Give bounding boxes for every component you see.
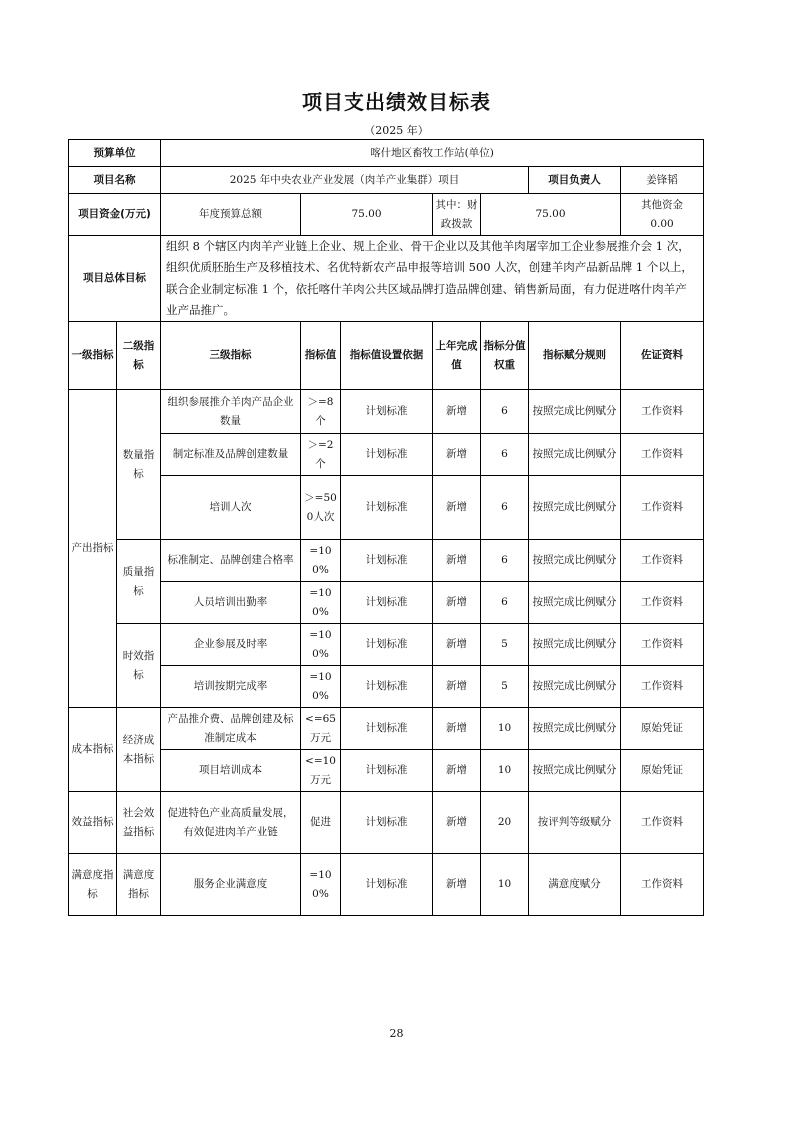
indicator-basis: 计划标准 [341, 792, 433, 854]
indicator-last-year: 新增 [433, 434, 481, 476]
indicator-weight: 6 [481, 582, 529, 624]
indicator-name: 标准制定、品牌创建合格率 [161, 540, 301, 582]
indicator-basis: 计划标准 [341, 582, 433, 624]
indicator-evidence: 原始凭证 [621, 708, 704, 750]
fiscal-value: 75.00 [481, 194, 621, 236]
subgroup-quality: 质量指标 [117, 540, 161, 624]
indicator-evidence: 工作资料 [621, 476, 704, 540]
indicator-last-year: 新增 [433, 708, 481, 750]
page-title: 项目支出绩效目标表 [302, 90, 491, 114]
table-row [69, 708, 704, 750]
indicator-evidence: 工作资料 [621, 624, 704, 666]
group-benefit: 效益指标 [69, 792, 117, 854]
indicator-name: 项目培训成本 [161, 750, 301, 792]
indicator-rule: 满意度赋分 [529, 854, 621, 916]
fiscal-label: 其中：财政拨款 [433, 194, 481, 236]
page-number: 28 [389, 1027, 404, 1040]
indicator-value: <=10万元 [301, 750, 341, 792]
table-row [69, 750, 704, 792]
indicator-rule: 按照完成比例赋分 [529, 582, 621, 624]
group-satisfaction: 满意度指标 [69, 854, 117, 916]
indicator-rule: 按照完成比例赋分 [529, 540, 621, 582]
indicator-name: 服务企业满意度 [161, 854, 301, 916]
table-row [69, 624, 704, 666]
subgroup-economic-cost: 经济成本指标 [117, 708, 161, 792]
indicator-evidence: 工作资料 [621, 582, 704, 624]
indicator-weight: 6 [481, 476, 529, 540]
header-level1: 一级指标 [69, 322, 117, 390]
indicator-name: 促进特色产业高质量发展，有效促进肉羊产业链 [161, 792, 301, 854]
header-rule: 指标赋分规则 [529, 322, 621, 390]
subgroup-social-benefit: 社会效益指标 [117, 792, 161, 854]
goal-row [69, 236, 704, 322]
indicator-evidence: 工作资料 [621, 792, 704, 854]
indicator-evidence: 工作资料 [621, 540, 704, 582]
table-row [69, 582, 704, 624]
indicator-evidence: 工作资料 [621, 666, 704, 708]
indicator-last-year: 新增 [433, 390, 481, 434]
indicator-weight: 10 [481, 750, 529, 792]
table-row [69, 540, 704, 582]
performance-table [68, 139, 704, 916]
indicator-basis: 计划标准 [341, 390, 433, 434]
year-label: （2025 年） [364, 124, 429, 137]
indicator-last-year: 新增 [433, 624, 481, 666]
project-name-row [69, 167, 704, 194]
indicator-basis: 计划标准 [341, 476, 433, 540]
manager-label: 项目负责人 [529, 167, 621, 194]
header-level3: 三级指标 [161, 322, 301, 390]
indicator-weight: 6 [481, 540, 529, 582]
other-fund-value [621, 194, 704, 236]
indicator-last-year: 新增 [433, 540, 481, 582]
indicator-basis: 计划标准 [341, 750, 433, 792]
header-row [69, 322, 704, 390]
table-row [69, 434, 704, 476]
header-last-year: 上年完成值 [433, 322, 481, 390]
table-row [69, 390, 704, 434]
indicator-weight: 10 [481, 708, 529, 750]
annual-budget-value: 75.00 [301, 194, 433, 236]
indicator-rule: 按照完成比例赋分 [529, 624, 621, 666]
other-fund-label: 其他资金 [641, 199, 684, 212]
subgroup-quantity: 数量指标 [117, 390, 161, 540]
indicator-rule: 按照完成比例赋分 [529, 390, 621, 434]
indicator-weight: 10 [481, 854, 529, 916]
indicator-value: <=65万元 [301, 708, 341, 750]
indicator-last-year: 新增 [433, 854, 481, 916]
header-level2: 二级指标 [117, 322, 161, 390]
indicator-name: 培训按期完成率 [161, 666, 301, 708]
indicator-evidence: 工作资料 [621, 390, 704, 434]
indicator-basis: 计划标准 [341, 708, 433, 750]
project-name-label: 项目名称 [69, 167, 161, 194]
unit-label: 预算单位 [69, 140, 161, 167]
indicator-rule: 按照完成比例赋分 [529, 750, 621, 792]
table-row [69, 792, 704, 854]
indicator-weight: 20 [481, 792, 529, 854]
indicator-last-year: 新增 [433, 476, 481, 540]
indicator-name: 产品推介费、品牌创建及标准制定成本 [161, 708, 301, 750]
indicator-evidence: 工作资料 [621, 434, 704, 476]
fund-row [69, 194, 704, 236]
unit-value: 喀什地区畜牧工作站(单位) [161, 140, 704, 167]
indicator-last-year: 新增 [433, 582, 481, 624]
indicator-basis: 计划标准 [341, 624, 433, 666]
unit-row [69, 140, 704, 167]
project-name-value: 2025 年中央农业产业发展（肉羊产业集群）项目 [161, 167, 529, 194]
group-output: 产出指标 [69, 390, 117, 708]
indicator-value: =100% [301, 540, 341, 582]
indicator-value: ＞=8个 [301, 390, 341, 434]
indicator-name: 组织参展推介羊肉产品企业数量 [161, 390, 301, 434]
table-row [69, 476, 704, 540]
header-value: 指标值 [301, 322, 341, 390]
indicator-basis: 计划标准 [341, 540, 433, 582]
indicator-evidence: 工作资料 [621, 854, 704, 916]
indicator-name: 培训人次 [161, 476, 301, 540]
annual-budget-label: 年度预算总额 [161, 194, 301, 236]
indicator-value: =100% [301, 624, 341, 666]
header-weight: 指标分值权重 [481, 322, 529, 390]
indicator-value: ＞=500人次 [301, 476, 341, 540]
indicator-basis: 计划标准 [341, 854, 433, 916]
indicator-weight: 6 [481, 390, 529, 434]
indicator-weight: 6 [481, 434, 529, 476]
table-row [69, 666, 704, 708]
indicator-value: =100% [301, 854, 341, 916]
fund-label: 项目资金(万元) [69, 194, 161, 236]
other-fund-amount: 0.00 [650, 217, 674, 230]
indicator-value: 促进 [301, 792, 341, 854]
indicator-weight: 5 [481, 624, 529, 666]
indicator-last-year: 新增 [433, 792, 481, 854]
goal-label: 项目总体目标 [69, 236, 161, 322]
indicator-rule: 按评判等级赋分 [529, 792, 621, 854]
indicator-basis: 计划标准 [341, 666, 433, 708]
indicator-weight: 5 [481, 666, 529, 708]
table-row [69, 854, 704, 916]
subgroup-satisfaction: 满意度指标 [117, 854, 161, 916]
goal-text: 组织 8 个辖区内肉羊产业链上企业、规上企业、骨干企业以及其他羊肉屠宰加工企业参展推介会 1 次，组织优质胚胎生产及移植技术、名优特新农产品申报等培训 500 人次，创建羊肉产品新品牌 1 个以上，联合企业制定标准 1 个，依托喀什羊肉公共区域品牌打造品牌创建、销售新局面，有力促进喀什肉羊产业产品推广。 [161, 236, 704, 322]
indicator-name: 企业参展及时率 [161, 624, 301, 666]
indicator-value: =100% [301, 666, 341, 708]
indicator-last-year: 新增 [433, 750, 481, 792]
indicator-value: ＞=2个 [301, 434, 341, 476]
indicator-rule: 按照完成比例赋分 [529, 434, 621, 476]
manager-value: 姜锋韬 [621, 167, 704, 194]
indicator-value: =100% [301, 582, 341, 624]
indicator-name: 制定标准及品牌创建数量 [161, 434, 301, 476]
header-basis: 指标值设置依据 [341, 322, 433, 390]
indicator-name: 人员培训出勤率 [161, 582, 301, 624]
indicator-last-year: 新增 [433, 666, 481, 708]
group-cost: 成本指标 [69, 708, 117, 792]
header-evidence: 佐证资料 [621, 322, 704, 390]
subgroup-timeliness: 时效指标 [117, 624, 161, 708]
indicator-evidence: 原始凭证 [621, 750, 704, 792]
indicator-basis: 计划标准 [341, 434, 433, 476]
indicator-rule: 按照完成比例赋分 [529, 476, 621, 540]
indicator-rule: 按照完成比例赋分 [529, 708, 621, 750]
indicator-rule: 按照完成比例赋分 [529, 666, 621, 708]
